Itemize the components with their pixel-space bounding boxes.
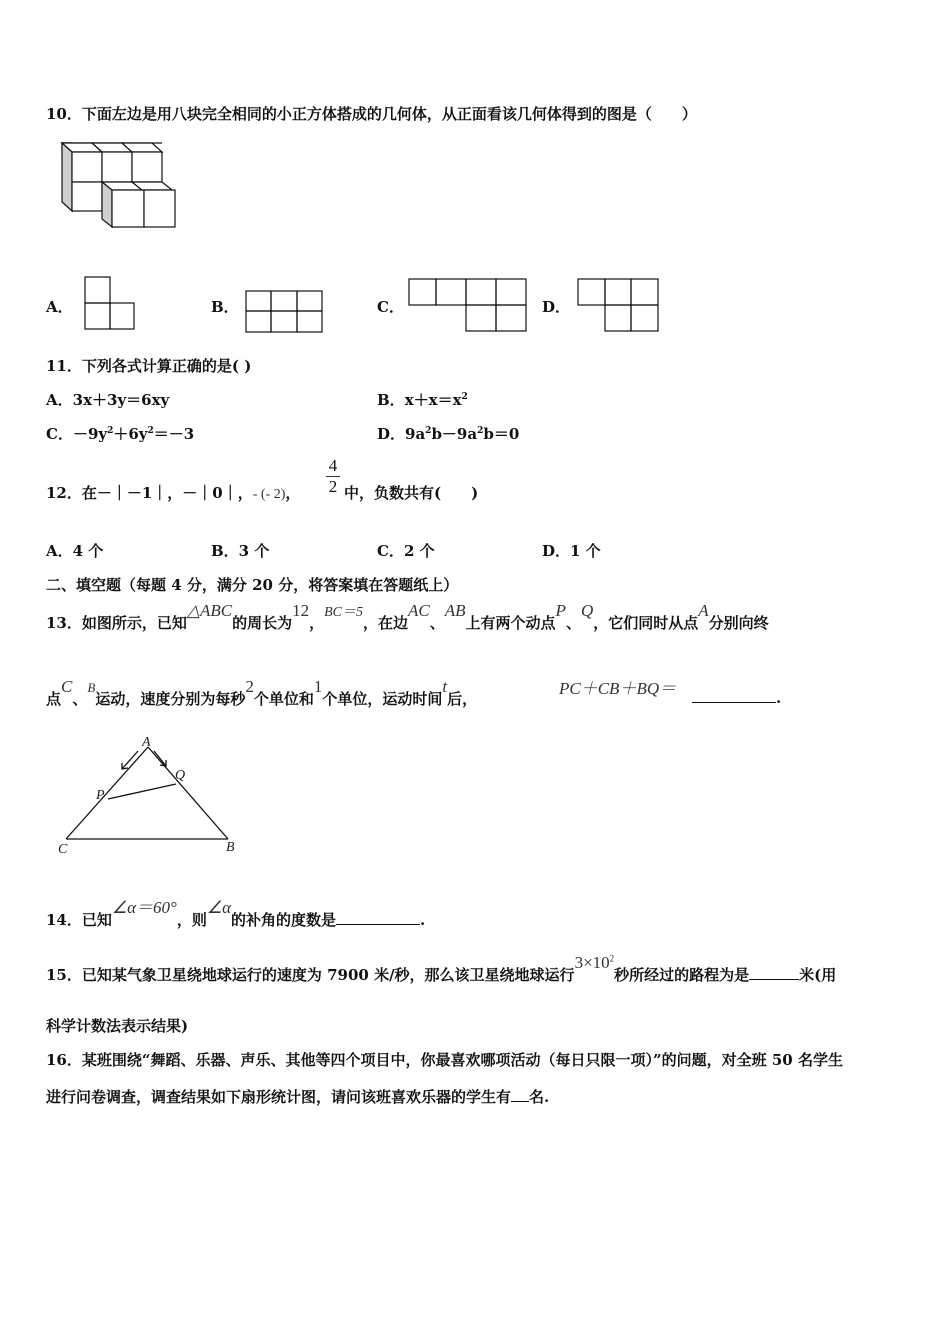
q11-option-b-label: B． bbox=[377, 391, 405, 409]
q13-t8: ，它们同时从点 bbox=[593, 614, 699, 632]
q11-option-c bbox=[46, 423, 194, 444]
q16-l2a: 进行问卷调查，调查结果如下扇形统计图，请问该班喜欢乐器的学生有 bbox=[46, 1088, 512, 1106]
q13-l2-6: 后， bbox=[447, 690, 478, 708]
q10-text: 10．下面左边是用八块完全相同的小正方体搭成的几何体，从正面看该几何体得到的图是（ ） bbox=[46, 105, 697, 123]
q12-option-c: C．2 个 bbox=[377, 542, 435, 560]
q10-option-c-label: C． bbox=[377, 298, 404, 316]
q13-answer-blank[interactable] bbox=[692, 688, 781, 707]
q10-solid-figure bbox=[60, 140, 180, 230]
q13-t5: 、 bbox=[429, 614, 445, 632]
section-2-heading: 二、填空题（每题 4 分，满分 20 分，将答案填在答题纸上） bbox=[46, 576, 459, 594]
q15-answer-blank[interactable] bbox=[749, 965, 799, 980]
q13-triangle: △ABC bbox=[186, 601, 233, 620]
q13-l2-4: 个单位和 bbox=[253, 690, 314, 708]
q13-line-1 bbox=[46, 601, 769, 633]
q11-option-c-p1: －9y bbox=[72, 425, 108, 443]
q15-num: 3×10 bbox=[574, 953, 610, 972]
q10-option-a-label: A． bbox=[46, 298, 73, 316]
q13-q: Q bbox=[580, 601, 594, 620]
q13-t1: 13．如图所示，已知 bbox=[46, 614, 187, 632]
q13-fig-label-c: C bbox=[58, 842, 68, 857]
q16-l2b: 名. bbox=[529, 1088, 550, 1106]
q13-triangle-figure bbox=[50, 735, 250, 860]
q13-two: 2 bbox=[245, 677, 254, 696]
q10-option-d-figure bbox=[577, 278, 661, 334]
q12-comma: ， bbox=[285, 484, 301, 502]
q11-option-d-p2: b－9a bbox=[431, 425, 478, 443]
q13-side-ab bbox=[148, 747, 228, 839]
q13-b: B bbox=[87, 680, 96, 695]
q14-line bbox=[46, 898, 426, 930]
q12-frac-num: 4 bbox=[328, 456, 338, 475]
q13-line-2 bbox=[46, 677, 478, 709]
q11-option-d-label: D． bbox=[377, 425, 406, 443]
q12-frac-den: 2 bbox=[328, 477, 338, 496]
q14-t3: 的补角的度数是 bbox=[231, 911, 337, 929]
q12-post: 中，负数共有( ) bbox=[344, 484, 479, 502]
q14-end: . bbox=[420, 911, 426, 929]
q15-t2: 秒所经过的路程为是 bbox=[614, 966, 750, 984]
q13-t3: ， bbox=[309, 614, 325, 632]
q15-line-2: 科学计数法表示结果) bbox=[46, 1017, 189, 1035]
q13-end: . bbox=[776, 689, 782, 707]
q10-option-a-figure bbox=[84, 276, 136, 332]
q13-arrow-q bbox=[154, 751, 166, 766]
q14-answer-blank[interactable] bbox=[336, 910, 420, 925]
q10-option-d-label: D． bbox=[542, 298, 571, 316]
q12-pre: 12．在－｜－1｜，－｜0｜， bbox=[46, 484, 253, 502]
q16-line-2 bbox=[46, 1086, 549, 1107]
q11-option-b bbox=[377, 389, 468, 410]
q13-l2-2: 、 bbox=[72, 690, 88, 708]
q13-bc: BC＝5 bbox=[324, 605, 363, 620]
q13-ac: AC bbox=[408, 601, 430, 620]
q11-option-d-sup2: 2 bbox=[477, 426, 484, 436]
q13-t4: ，在边 bbox=[362, 614, 408, 632]
q14-t2: ，则 bbox=[176, 911, 207, 929]
q14-angle: ∠α＝60° bbox=[111, 898, 177, 917]
q13-t6: 上有两个动点 bbox=[465, 614, 556, 632]
q11-option-d-p3: b＝0 bbox=[483, 425, 520, 443]
q12-option-a: A．4 个 bbox=[46, 542, 104, 560]
q15-t3: 米(用 bbox=[799, 966, 837, 984]
q13-a: A bbox=[698, 601, 709, 620]
q16-answer-blank[interactable] bbox=[511, 1087, 529, 1102]
q11-option-a bbox=[46, 389, 169, 410]
q10-option-c-figure bbox=[408, 278, 530, 334]
q12-option-b: B．3 个 bbox=[211, 542, 270, 560]
q11-option-d-sup1: 2 bbox=[425, 426, 432, 436]
q13-fig-label-a: A bbox=[142, 735, 151, 750]
q12-neg-expr: - (- 2) bbox=[252, 487, 286, 502]
q16-line-1: 16．某班围绕“舞蹈、乐器、声乐、其他等四个项目中，你最喜欢哪项活动（每日只限一项）”的问题，对全班 50 名学生 bbox=[46, 1051, 843, 1069]
q11-option-d-p1: 9a bbox=[405, 425, 426, 443]
q13-l2-5: 个单位，运动时间 bbox=[322, 690, 443, 708]
q11-option-c-sup2: 2 bbox=[147, 426, 154, 436]
q13-segment-pq bbox=[108, 784, 176, 799]
q12-option-d: D．1 个 bbox=[542, 542, 601, 560]
q11-option-c-p3: ＝－3 bbox=[153, 425, 195, 443]
q11-option-d bbox=[377, 423, 519, 444]
q13-t-var: t bbox=[442, 677, 448, 696]
q13-expr: PC＋CB＋BQ＝ bbox=[559, 679, 677, 698]
q15-sci bbox=[575, 953, 615, 972]
q10-option-b-figure bbox=[245, 290, 325, 334]
q13-ab: AB bbox=[444, 601, 466, 620]
q13-l2-3: 运动，速度分别为每秒 bbox=[95, 690, 246, 708]
q12-fraction bbox=[326, 456, 340, 497]
q13-c: C bbox=[61, 677, 73, 696]
q14-t1: 14．已知 bbox=[46, 911, 112, 929]
q11-option-a-expr: 3x＋3y＝6xy bbox=[72, 391, 170, 409]
q13-p: P bbox=[555, 601, 566, 620]
q11-option-c-label: C． bbox=[46, 425, 73, 443]
q11-option-b-sup: 2 bbox=[461, 392, 468, 402]
q13-fig-label-q: Q bbox=[175, 768, 186, 783]
q11-option-a-label: A． bbox=[46, 391, 73, 409]
q13-one: 1 bbox=[313, 677, 323, 696]
q11-option-b-expr: x＋x＝x bbox=[404, 391, 462, 409]
q11-text: 11．下列各式计算正确的是( ) bbox=[46, 357, 252, 375]
q11-option-c-p2: ＋6y bbox=[113, 425, 148, 443]
q15-sup: 2 bbox=[609, 953, 615, 964]
q11-option-c-sup1: 2 bbox=[107, 426, 114, 436]
q13-l2-1: 点 bbox=[46, 690, 62, 708]
q12-line bbox=[46, 482, 300, 503]
q13-fig-label-p: P bbox=[96, 788, 105, 803]
q14-angle2: ∠α bbox=[206, 898, 232, 917]
q13-fig-label-b: B bbox=[226, 840, 235, 855]
q13-t7: 、 bbox=[565, 614, 581, 632]
q15-t1: 15．已知某气象卫星绕地球运行的速度为 7900 米/秒，那么该卫星绕地球运行 bbox=[46, 966, 575, 984]
q10-option-b-label: B． bbox=[211, 298, 239, 316]
q13-t9: 分别向终 bbox=[708, 614, 769, 632]
q13-perimeter: 12 bbox=[292, 601, 310, 620]
q13-t2: 的周长为 bbox=[232, 614, 293, 632]
